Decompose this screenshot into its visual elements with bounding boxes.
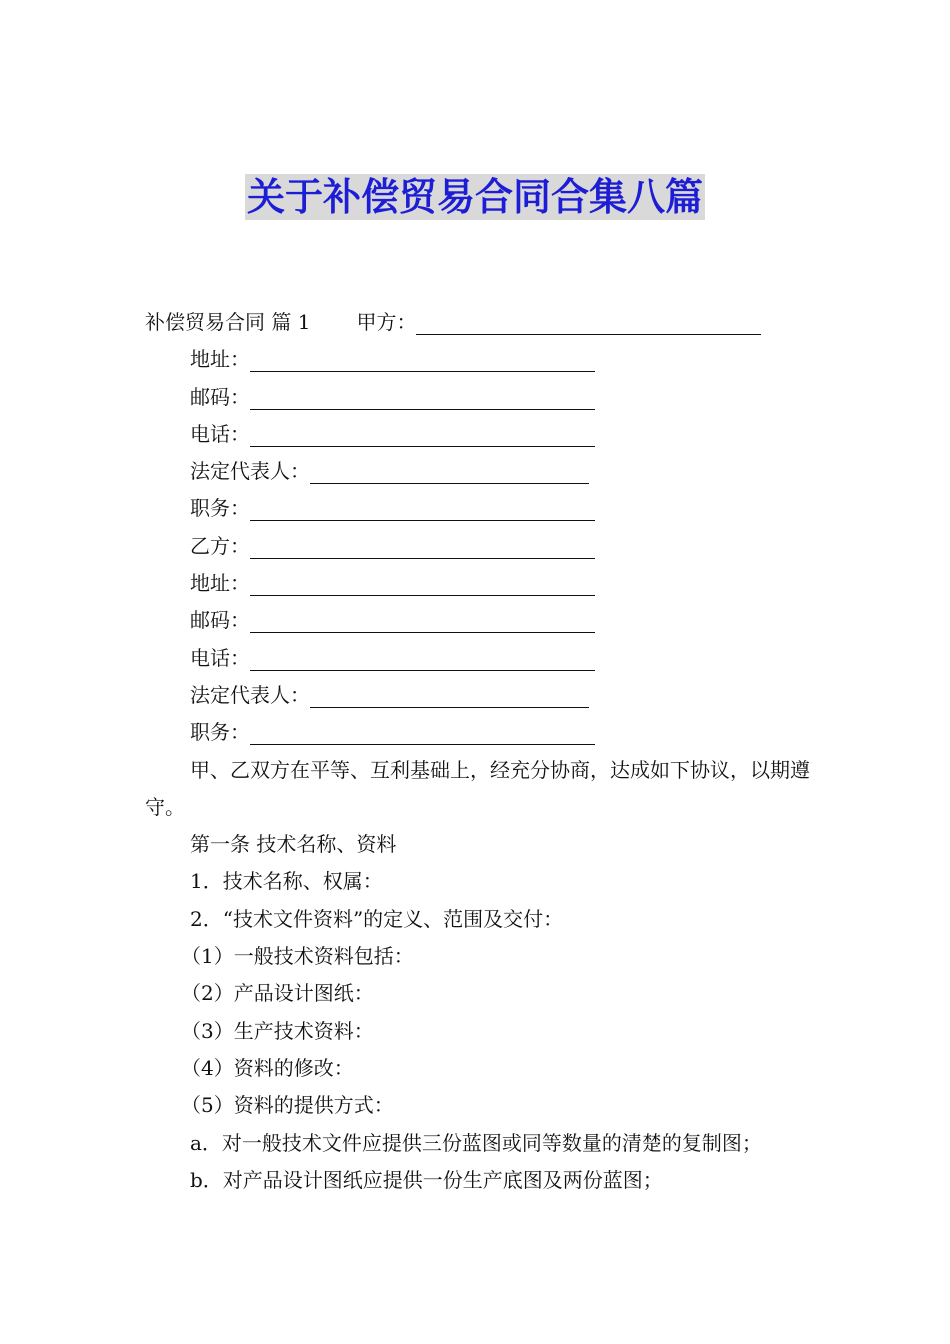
party-b-phone-line — [145, 640, 825, 677]
party-a-position-blank[interactable] — [250, 496, 595, 521]
party-b-label: 乙方： — [190, 533, 250, 558]
party-a-postcode-line — [145, 379, 825, 416]
party-a-phone-blank[interactable] — [250, 422, 595, 447]
title-container — [0, 174, 950, 220]
list-item: （4）资料的修改： — [181, 1055, 354, 1080]
party-b-representative-line — [145, 677, 825, 714]
party-b-phone-blank[interactable] — [250, 646, 595, 671]
field-label: 电话： — [190, 421, 250, 446]
party-a-representative-line — [145, 453, 825, 490]
intro-paragraph: 甲、乙双方在平等、互利基础上，经充分协商，达成如下协议，以期遵守。 — [145, 757, 810, 819]
party-b-postcode-blank[interactable] — [250, 608, 595, 633]
field-label: 地址： — [190, 347, 250, 372]
contract-heading: 补偿贸易合同 篇 1 — [145, 310, 311, 334]
field-label: 法定代表人： — [190, 682, 310, 707]
party-a-label: 甲方： — [356, 310, 417, 334]
contract-body — [145, 304, 825, 1199]
article-1-title: 第一条 技术名称、资料 — [190, 832, 397, 857]
list-item: （2）产品设计图纸： — [181, 981, 374, 1006]
field-label: 职务： — [190, 496, 250, 521]
party-a-blank[interactable] — [416, 310, 761, 335]
field-label: 职务： — [190, 720, 250, 745]
list-item: （1）一般技术资料包括： — [181, 944, 414, 969]
party-a-address-line — [145, 341, 825, 378]
party-b-blank[interactable] — [250, 534, 595, 559]
first-line — [145, 304, 825, 341]
party-a-representative-blank[interactable] — [310, 459, 589, 484]
document-title: 关于补偿贸易合同合集八篇 — [246, 175, 703, 219]
field-label: 地址： — [190, 571, 250, 596]
party-b-position-blank[interactable] — [250, 720, 595, 745]
list-item: （5）资料的提供方式： — [181, 1093, 394, 1118]
party-a-postcode-blank[interactable] — [250, 385, 595, 410]
party-b-representative-blank[interactable] — [310, 683, 589, 708]
party-b-address-blank[interactable] — [250, 571, 595, 596]
list-item: a．对一般技术文件应提供三份蓝图或同等数量的清楚的复制图； — [190, 1130, 762, 1155]
party-b-position-line — [145, 714, 825, 751]
field-label: 邮码： — [190, 608, 250, 633]
party-b-postcode-line — [145, 602, 825, 639]
field-label: 法定代表人： — [190, 459, 310, 484]
party-a-position-line — [145, 490, 825, 527]
party-a-address-blank[interactable] — [250, 347, 595, 372]
list-item: 2．“技术文件资料”的定义、范围及交付： — [190, 906, 564, 931]
party-a-phone-line — [145, 416, 825, 453]
list-item: （3）生产技术资料： — [181, 1018, 374, 1043]
list-item: 1．技术名称、权属： — [190, 869, 383, 894]
party-b-address-line — [145, 565, 825, 602]
field-label: 邮码： — [190, 384, 250, 409]
field-label: 电话： — [190, 645, 250, 670]
list-item: b．对产品设计图纸应提供一份生产底图及两份蓝图； — [190, 1167, 663, 1192]
party-b-line — [145, 528, 825, 565]
